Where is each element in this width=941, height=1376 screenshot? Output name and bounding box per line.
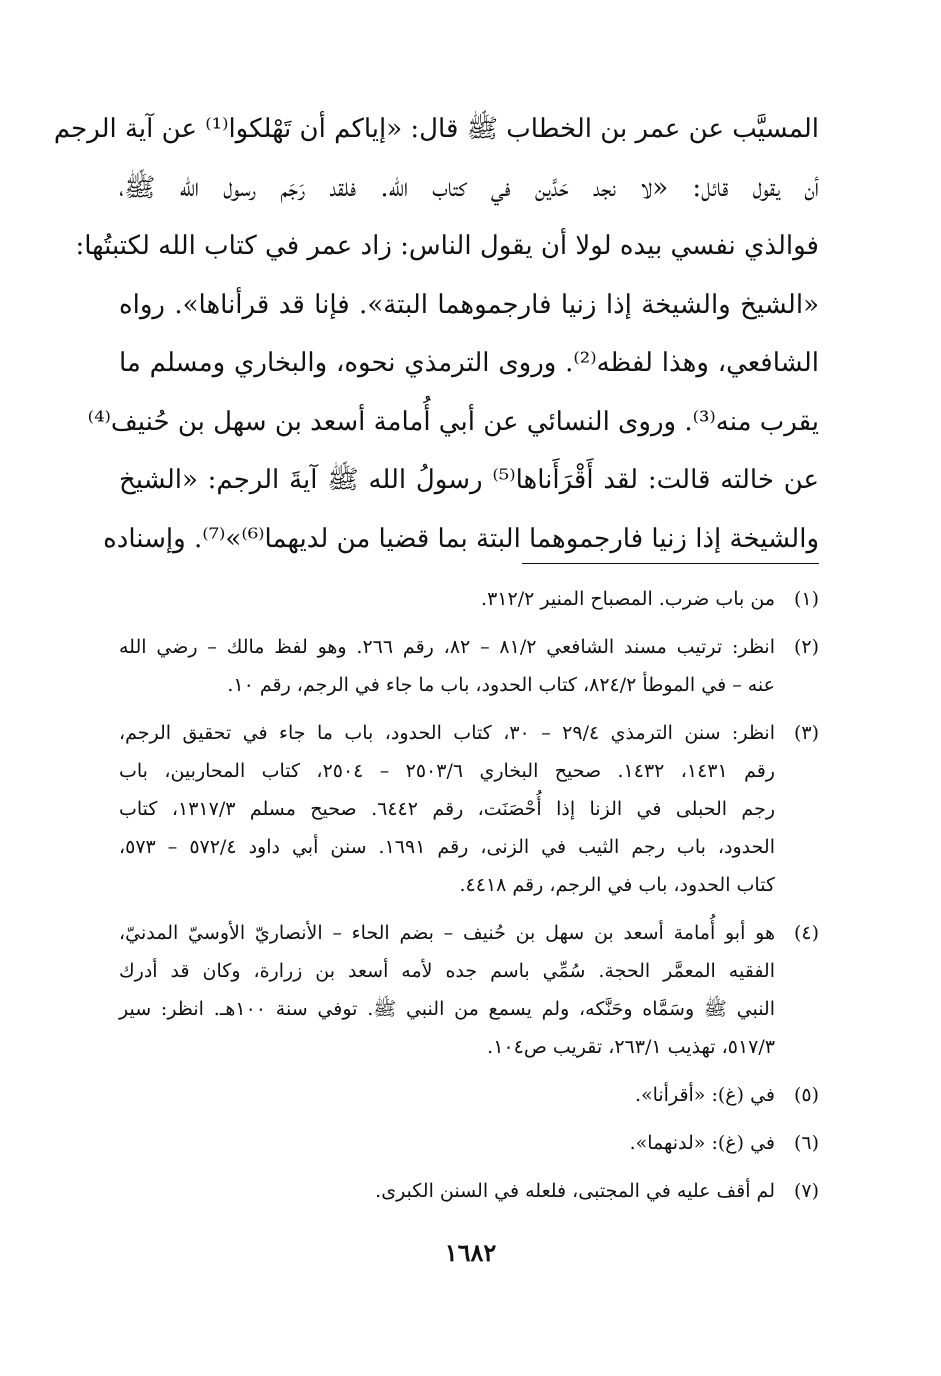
footnote-line: النبي ﷺ وسَمَّاه وحَنَّكه، ولم يسمع من النبي ﷺ. توفي سنة ١٠٠هـ. انظر: سير: [119, 998, 776, 1020]
footnote-line: الفقيه المعمَّر الحجة. سُمِّي باسم جده لأمه أسعد بن زرارة، وكان قد أدرك: [119, 960, 775, 982]
main-text-line: فوالذي نفسي بيده لولا أن يقول الناس: زاد عمر في كتاب الله لكتبتُها:: [75, 231, 819, 261]
main-text-line: يقرب منه⁽³⁾. وروى النسائي عن أبي أُمامة أسعد بن سهل بن حُنيف⁽⁴⁾: [87, 406, 819, 437]
footnote-number: (٦): [793, 1132, 819, 1154]
main-text-line: أن يقول قائل: «لا نجد حَدَّين في كتاب الله. فلقد رَجَم رسول الله ﷺ،: [119, 172, 819, 203]
footnote-line: رقم ١٤٣١، ١٤٣٢. صحيح البخاري ٢٥٠٣/٦ – ٢٥٠٤، كتاب المحاربين، باب: [119, 760, 775, 782]
footnote-line: من باب ضرب. المصباح المنير ٣١٢/٢.: [481, 588, 775, 610]
footnote-5: [119, 1076, 819, 1114]
footnote-number: (١): [793, 588, 819, 610]
footnote-number: (٥): [793, 1084, 819, 1106]
footnote-line: في (غ): «لدنهما».: [629, 1132, 775, 1154]
main-text-body: [53, 100, 820, 568]
footnote-line: لم أقف عليه في المجتبى، فلعله في السنن الكبرى.: [375, 1180, 775, 1202]
main-text-line: المسيَّب عن عمر بن الخطاب ﷺ قال: «إياكم أن تَهْلكوا⁽¹⁾ عن آية الرجم: [53, 114, 819, 144]
footnote-line: رجم الحبلى في الزنا إذا أُحْصَنَت، رقم ٦٤٤٢. صحيح مسلم ١٣١٧/٣، كتاب: [119, 798, 776, 820]
footnote-number: (٤): [793, 922, 819, 944]
footnote-line: انظر: سنن الترمذي ٢٩/٤ – ٣٠، كتاب الحدود، باب ما جاء في تحقيق الرجم،: [119, 722, 775, 744]
footnote-6: [119, 1124, 819, 1162]
footnote-7: [119, 1172, 819, 1210]
main-text-line: الشافعي، وهذا لفظه⁽²⁾. وروى الترمذي نحوه، والبخاري ومسلم ما: [119, 348, 819, 378]
main-text-line: عن خالته قالت: لقد أَقْرَأَناها⁽⁵⁾ رسولُ الله ﷺ آيةَ الرجم: «الشيخ: [119, 465, 820, 495]
main-text-line: والشيخة إذا زنيا فارجموهما البتة بما قضيا من لديهما⁽⁶⁾»⁽⁷⁾. وإسناده: [103, 523, 819, 554]
footnote-line: كتاب الحدود، باب في الرجم، رقم ٤٤١٨.: [459, 874, 775, 896]
footnote-3: [119, 714, 819, 904]
footnote-1: [119, 580, 819, 618]
footnote-line: في (غ): «أقرأنا».: [634, 1084, 775, 1106]
footnotes-section: [119, 580, 819, 1220]
footnote-line: عنه – في الموطأ ٨٢٤/٢، كتاب الحدود، باب ما جاء في الرجم، رقم ١٠.: [227, 674, 775, 696]
footnote-4: [119, 914, 819, 1066]
footnote-2: [119, 628, 819, 704]
main-text-line: «الشيخ والشيخة إذا زنيا فارجموهما البتة». فإنا قد قرأناها». رواه: [119, 289, 819, 320]
footnote-line: الحدود، باب رجم الثيب في الزنى، رقم ١٦٩١. سنن أبي داود ٥٧٢/٤ – ٥٧٣،: [119, 836, 775, 858]
footnote-line: ٥١٧/٣، تهذيب ٢٦٣/١، تقريب ص١٠٤.: [487, 1036, 775, 1058]
footnote-number: (٢): [793, 636, 819, 658]
footnote-line: هو أبو أُمامة أسعد بن سهل بن حُنيف – بضم الحاء – الأنصاريّ الأوسيّ المدنيّ،: [119, 922, 775, 944]
footnote-line: انظر: ترتيب مسند الشافعي ٨١/٢ – ٨٢، رقم ٢٦٦. وهو لفظ مالك – رضي الله: [119, 636, 775, 658]
footnote-separator: [522, 563, 819, 564]
page-number: ١٦٨٢: [444, 1238, 497, 1267]
footnote-number: (٧): [793, 1180, 819, 1202]
footnote-number: (٣): [793, 722, 819, 744]
